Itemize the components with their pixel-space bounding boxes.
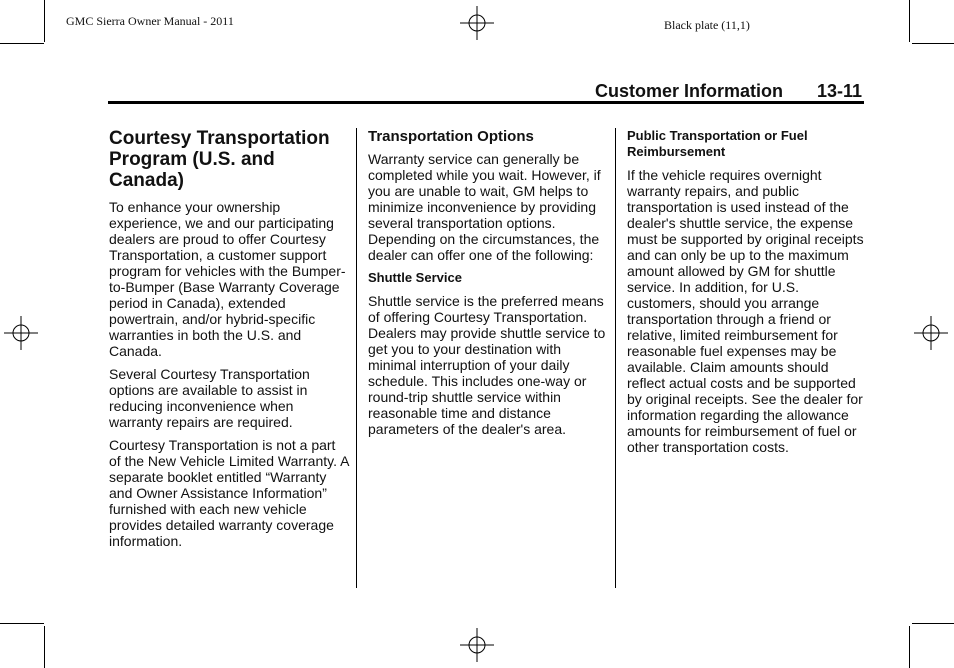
manual-title: GMC Sierra Owner Manual - 2011: [66, 14, 234, 28]
paragraph: Courtesy Transportation is not a part of the New Vehicle Limited Warranty. A separate booklet entitled “Warranty and Owner Assistance Information” furnished with each new vehicle provides detailed warranty coverage information.: [109, 437, 349, 549]
column-3: [627, 128, 865, 462]
subsubsection-heading: Public Transportation or Fuel Reimbursement: [627, 128, 808, 159]
registration-mark-icon: [460, 6, 494, 40]
crop-mark: [912, 623, 954, 624]
paragraph: If the vehicle requires overnight warranty repairs, and public transportation is used instead of the dealer's shuttle service, the expense must be supported by original receipts and can only be up to the maximum amount allowed by GM for shuttle service. In addition, for U.S. customers, should you arrange transportation through a friend or relative, limited reimbursement for reasonable fuel expenses may be available. Claim amounts should reflect actual costs and be supported by original receipts. See the dealer for information regarding the allowance amounts for reimbursement of fuel or other transportation costs.: [627, 167, 864, 455]
column-divider: [356, 128, 357, 588]
header-rule: [108, 101, 864, 104]
column-1: [109, 128, 349, 556]
crop-mark: [44, 0, 45, 42]
subsection-heading: Transportation Options: [368, 128, 534, 145]
crop-mark: [909, 0, 910, 42]
section-heading: Courtesy Transportation Program (U.S. and Canada): [109, 128, 330, 191]
paragraph: Several Courtesy Transportation options are available to assist in reducing inconvenience when warranty repairs are required.: [109, 366, 310, 430]
page-number: 13-11: [817, 81, 863, 101]
paragraph: Shuttle service is the preferred means of offering Courtesy Transportation. Dealers may provide shuttle service to get you to your destination with minimal interruption of your daily schedule. This includes one-way or round-trip shuttle service within reasonable time and distance parameters of the dealer's area.: [368, 293, 606, 437]
registration-mark-icon: [4, 316, 38, 350]
subsubsection-heading: Shuttle Service: [368, 270, 462, 285]
column-2: [368, 128, 608, 444]
crop-mark: [0, 623, 44, 624]
column-divider: [615, 128, 616, 588]
section-title: Customer Information: [595, 81, 784, 101]
registration-mark-icon: [914, 316, 948, 350]
paragraph: Warranty service can generally be completed while you wait. However, if you are unable to wait, GM helps to minimize inconvenience by providing several transportation options. Depending on the circumstances, the dealer can offer one of the following:: [368, 151, 601, 263]
crop-mark: [44, 626, 45, 668]
crop-mark: [0, 43, 44, 44]
crop-mark: [912, 43, 954, 44]
registration-mark-icon: [460, 628, 494, 662]
plate-label: Black plate (11,1): [664, 18, 750, 32]
paragraph: To enhance your ownership experience, we and our participating dealers are proud to offer Courtesy Transportation, a customer support program for vehicles with the Bumper-to-Bumper (Base Warranty Coverage period in Canada), extended powertrain, and/or hybrid-specific warranties in both the U.S. and Canada.: [109, 199, 346, 359]
crop-mark: [909, 626, 910, 668]
